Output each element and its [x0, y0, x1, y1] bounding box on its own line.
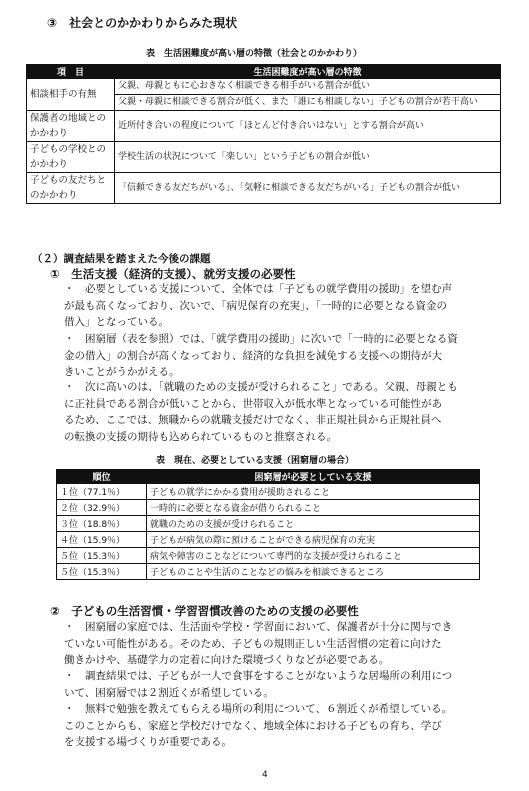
page-number: 4: [262, 770, 268, 780]
para-line: が最も高くなっており、次いで、「病児保育の充実」、「一時的に必要となる資金の: [64, 299, 448, 312]
row-value: 近所付き合いの程度について「ほとんど付き合いはない」とする割合が高い: [115, 111, 501, 142]
paragraph: [64, 701, 452, 751]
table1-caption: 表 生活困難度が高い層の特徴（社会とのかかわり）: [146, 49, 363, 59]
table-row: [57, 564, 480, 580]
paragraph: [64, 619, 452, 669]
paragraph: [64, 281, 452, 331]
row-value: 学校生活の状況について「楽しい」という子どもの割合が低い: [115, 142, 501, 173]
support-cell: 子どもが病気の際に預けることができる病児保育の充実: [147, 532, 480, 548]
para-line: いて、困窮層では２割近くが希望している。: [64, 686, 274, 699]
support-cell: 子どものことや生活のことなどの悩みを相談できるところ: [147, 564, 480, 580]
table-header-item: 項 目: [27, 65, 115, 79]
subsection2-title: ② 子どもの生活習慣・学習習慣改善のための支援の必要性: [50, 604, 359, 618]
table2-caption: 表 現在、必要としている支援（困窮層の場合）: [156, 456, 355, 466]
table-row: [57, 516, 480, 532]
para-line: ・ 次に高いのは、「就職のための支援が受けられること」である。父親、母親とも: [64, 381, 458, 393]
subsection1-title: ① 生活支援（経済的支援）、就労支援の必要性: [50, 267, 296, 281]
support-cell: 病気や障害のことなどについて専門的な支援が受けられること: [147, 548, 480, 564]
row-value: 父親、母親ともに心おきなく相談できる相手がいる割合が低い: [115, 79, 501, 95]
para-line: を支援する場づくりが重要である。: [64, 736, 232, 749]
para-line: に正社員である割合が低いことから、世帯収入が低水準となっている可能性があ: [64, 397, 442, 410]
rank-cell: １位（77.1％）: [57, 484, 147, 500]
table-header-support: 困窮層が必要としている支援: [147, 470, 480, 484]
support-cell: 一時的に必要となる資金が借りられること: [147, 500, 480, 516]
table-header-feature: 生活困難度が高い層の特徴: [115, 65, 501, 79]
support-cell: 子どもの就学にかかる費用が援助されること: [147, 484, 480, 500]
table-header-row: [27, 65, 501, 79]
rank-cell: ２位（32.9％）: [57, 500, 147, 516]
table-row: [27, 173, 501, 204]
table-row: [57, 532, 480, 548]
para-line: このことからも、家庭と学校だけでなく、地域全体における子どもの育ち、学び: [64, 719, 442, 732]
table-row: [57, 484, 480, 500]
table-row: [27, 142, 501, 173]
para-line: ・ 調査結果では、子どもが一人で食事をすることがないような居場所の利用につ: [64, 670, 453, 682]
para-line: るため、ここでは、無職からの就職支援だけでなく、非正規社員から正規社員へ: [64, 414, 442, 427]
paragraph: [64, 668, 452, 701]
row-key: 子どもの友だちとのかかわり: [27, 173, 115, 204]
para-line: きいことがうかがえる。: [64, 366, 180, 379]
table-row: [27, 111, 501, 142]
rank-cell: ３位（18.8％）: [57, 516, 147, 532]
para-line: 金の借入」の割合が高くなっており、経済的な負担を減免する支援への期待が大: [64, 349, 442, 362]
characteristics-table: [26, 64, 501, 204]
row-value: 父親・母親に相談できる割合が低く、また「誰にも相談しない」子どもの割合が若干高い: [115, 95, 501, 111]
para-line: ・ 無料で勉強を教えてもらえる場所の利用について、６割近くが希望している。: [64, 703, 453, 715]
paragraph: [64, 331, 458, 381]
table-row: [27, 79, 501, 95]
support-cell: 就職のための支援が受けられること: [147, 516, 480, 532]
para-line: ていない可能性がある。そのため、子どもの規則正しい生活習慣の定着に向けた: [64, 637, 442, 650]
table-header-rank: 順位: [57, 470, 147, 484]
table-row: [57, 548, 480, 564]
para-line: の転換の支援の期待も込められているものと推察される。: [64, 430, 337, 443]
row-key: 保護者の地域とのかかわり: [27, 111, 115, 142]
table-row: [57, 500, 480, 516]
section-title: ③ 社会とのかかわりからみた現状: [47, 16, 238, 30]
rank-cell: ５位（15.3％）: [57, 548, 147, 564]
section2-title: （２）調査結果を踏まえた今後の課題: [32, 253, 211, 265]
rank-cell: ４位（15.9％）: [57, 532, 147, 548]
para-line: ・ 必要としている支援について、全体では「子どもの就学費用の援助」を望む声: [64, 283, 453, 295]
table-header-row: [57, 470, 480, 484]
row-key: 相談相手の有無: [27, 79, 115, 111]
paragraph: [64, 379, 458, 445]
para-line: 働きかけや、基礎学力の定着に向けた環境づくりなどが必要である。: [64, 654, 390, 667]
para-line: ・ 困窮層の家庭では、生活面や学校・学習面において、保護者が十分に関与でき: [64, 621, 453, 633]
para-line: 借入」となっている。: [64, 316, 169, 329]
para-line: ・ 困窮層（表を参照）では、「就学費用の援助」に次いで「一時的に必要となる資: [64, 333, 458, 345]
support-ranking-table: [56, 469, 480, 580]
row-value: 「信頼できる友だちがいる」、「気軽に相談できる友だちがいる」子どもの割合が低い: [115, 173, 501, 204]
rank-cell: ５位（15.3％）: [57, 564, 147, 580]
row-key: 子どもの学校とのかかわり: [27, 142, 115, 173]
